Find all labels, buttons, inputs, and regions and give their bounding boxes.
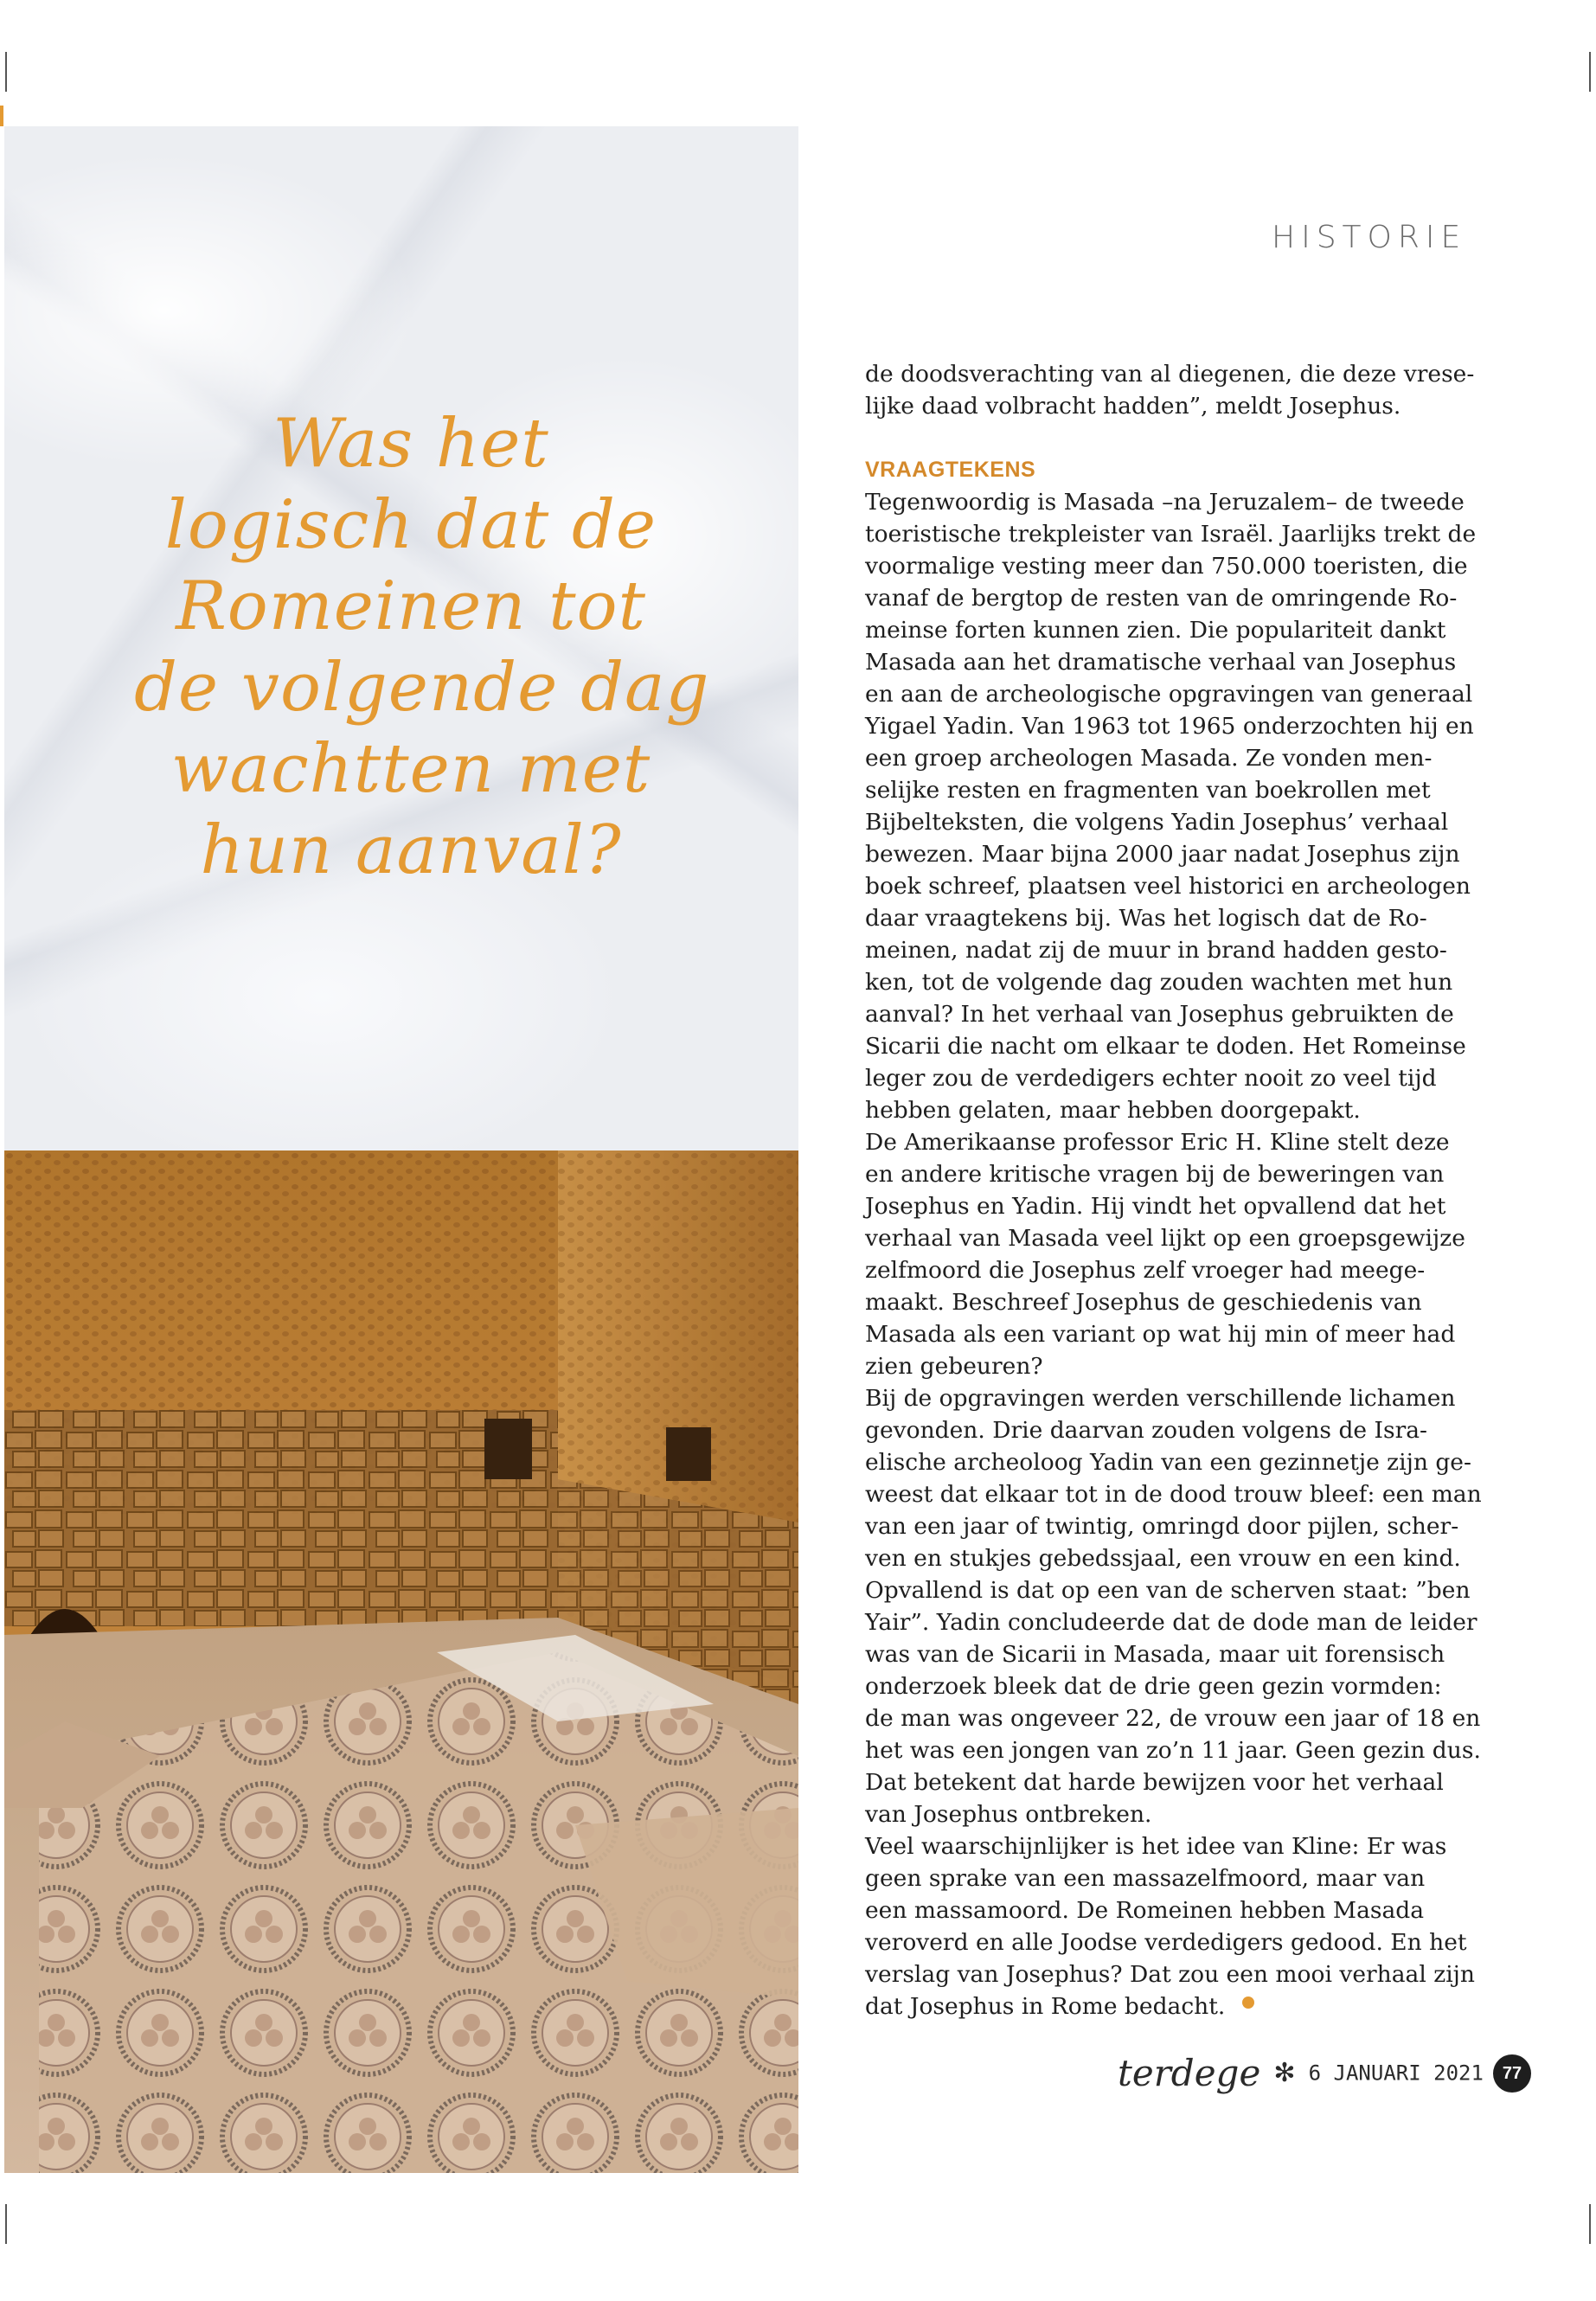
masada-mosaic-room-photo — [4, 1150, 798, 2173]
text-line: zien gebeuren? — [865, 1353, 1043, 1380]
text-line: bewezen. Maar bijna 2000 jaar nadat Josephus zijn — [865, 841, 1460, 868]
text-line: een groep archeologen Masada. Ze vonden men- — [865, 745, 1433, 772]
issue-date: 6 JANUARI 2021 — [1308, 2061, 1484, 2086]
crumpled-paper-background — [4, 126, 798, 1150]
crop-mark-accent — [0, 106, 3, 126]
text-line: De Amerikaanse professor Eric H. Kline stelt deze — [865, 1129, 1450, 1156]
crop-mark-bottom-right — [1589, 2204, 1591, 2244]
subheading-vraagtekens: VRAAGTEKENS — [865, 458, 1036, 482]
text-line: selijke resten en fragmenten van boekrollen met — [865, 777, 1431, 804]
crop-mark-top-right — [1589, 52, 1591, 92]
text-line: en aan de archeologische opgravingen van generaal — [865, 681, 1473, 708]
text-line: van Josephus ontbreken. — [865, 1801, 1152, 1828]
pull-quote-line: hun aanval? — [200, 811, 622, 889]
text-line: Yigael Yadin. Van 1963 tot 1965 onderzochten hij en — [865, 713, 1474, 740]
asterisk-separator-icon: ✻ — [1273, 2058, 1296, 2088]
text-line: Opvallend is dat op een van de scherven staat: ”ben — [865, 1577, 1471, 1604]
text-line: Sicarii die nacht om elkaar te doden. Het Romeinse — [865, 1033, 1466, 1060]
pull-quote — [134, 403, 710, 891]
text-line: Masada als een variant op wat hij min of meer had — [865, 1321, 1456, 1348]
end-of-article-dot-icon — [1242, 1997, 1254, 2009]
text-line: lijke daad volbracht hadden”, meldt Josephus. — [865, 393, 1401, 420]
text-line: voormalige vesting meer dan 750.000 toeristen, die — [865, 553, 1468, 580]
text-line: het was een jongen van zo’n 11 jaar. Geen gezin dus. — [865, 1737, 1481, 1764]
text-line: aanval? In het verhaal van Josephus gebruikten de — [865, 1001, 1454, 1028]
text-line: geen sprake van een massazelfmoord, maar van — [865, 1865, 1426, 1892]
text-line: en andere kritische vragen bij de beweringen van — [865, 1161, 1445, 1188]
page-footer — [1118, 2052, 1484, 2104]
text-line: elische archeoloog Yadin van een gezinnetje zijn ge- — [865, 1449, 1471, 1476]
last-line-text: dat Josephus in Rome bedacht. — [865, 1993, 1226, 2020]
text-line: maakt. Beschreef Josephus de geschiedenis van — [865, 1289, 1422, 1316]
text-line: Masada aan het dramatische verhaal van Josephus — [865, 649, 1457, 676]
text-line: Bij de opgravingen werden verschillende lichamen — [865, 1385, 1456, 1412]
text-line: leger zou de verdedigers echter nooit zo veel tijd — [865, 1065, 1437, 1092]
text-line: de doodsverachting van al diegenen, die deze vrese- — [865, 361, 1475, 388]
section-label: HISTORIE — [1272, 220, 1467, 255]
image-column — [4, 126, 798, 2173]
article-body — [865, 358, 1482, 2022]
text-line: Tegenwoordig is Masada –na Jeruzalem– de tweede — [865, 489, 1465, 516]
text-line: Veel waarschijnlijker is het idee van Kline: Er was — [865, 1833, 1447, 1860]
text-line: zelfmoord die Josephus zelf vroeger had meege- — [865, 1257, 1426, 1284]
text-line: Bijbelteksten, die volgens Yadin Josephus’ verhaal — [865, 809, 1449, 836]
body-paragraphs — [865, 486, 1482, 2022]
text-line: vanaf de bergtop de resten van de omringende Ro- — [865, 585, 1458, 612]
page-number-badge: 77 — [1493, 2054, 1531, 2093]
text-line: verhaal van Masada veel lijkt op een groepsgewijze — [865, 1225, 1465, 1252]
pull-quote-line: de volgende dag — [134, 649, 710, 727]
pull-quote-line: wachtten met — [170, 730, 651, 808]
text-line: een massamoord. De Romeinen hebben Masada — [865, 1897, 1425, 1924]
text-line: verslag van Josephus? Dat zou een mooi verhaal zijn — [865, 1961, 1475, 1988]
crop-mark-bottom-left — [5, 2204, 7, 2244]
text-line: meinen, nadat zij de muur in brand hadden gesto- — [865, 937, 1447, 964]
text-line: boek schreef, plaatsen veel historici en archeologen — [865, 873, 1471, 900]
intro-paragraph — [865, 358, 1475, 422]
text-line: daar vraagtekens bij. Was het logisch dat de Ro- — [865, 905, 1427, 932]
text-line: toeristische trekpleister van Israël. Jaarlijks trekt de — [865, 521, 1477, 548]
text-line: ken, tot de volgende dag zouden wachten met hun — [865, 969, 1453, 996]
text-line: weest dat elkaar tot in de dood trouw bleef: een man — [865, 1481, 1482, 1508]
pull-quote-line: logisch dat de — [164, 486, 657, 564]
text-line: gevonden. Drie daarvan zouden volgens de Isra- — [865, 1417, 1428, 1444]
text-line: was van de Sicarii in Masada, maar uit forensisch — [865, 1641, 1445, 1668]
pull-quote-line: Romeinen tot — [176, 567, 646, 645]
text-line: hebben gelaten, maar hebben doorgepakt. — [865, 1097, 1361, 1124]
text-line: onderzoek bleek dat de drie geen gezin vormden: — [865, 1673, 1442, 1700]
magazine-brand-logo: terdege — [1118, 2052, 1261, 2094]
text-line: meinse forten kunnen zien. Die populariteit dankt — [865, 617, 1446, 644]
crop-mark-top-left — [5, 52, 7, 92]
text-line: ven en stukjes gebedssjaal, een vrouw en een kind. — [865, 1545, 1461, 1572]
text-line-last — [865, 1990, 1443, 2022]
text-line: Josephus en Yadin. Hij vindt het opvallend dat het — [865, 1193, 1446, 1220]
text-line: veroverd en alle Joodse verdedigers gedood. En het — [865, 1929, 1467, 1956]
text-line: Dat betekent dat harde bewijzen voor het verhaal — [865, 1769, 1444, 1796]
text-line: van een jaar of twintig, omringd door pijlen, scher- — [865, 1513, 1459, 1540]
pull-quote-line: Was het — [272, 405, 549, 483]
text-line: Yair”. Yadin concludeerde dat de dode man de leider — [865, 1609, 1477, 1636]
text-line: de man was ongeveer 22, de vrouw een jaar of 18 en — [865, 1705, 1481, 1732]
